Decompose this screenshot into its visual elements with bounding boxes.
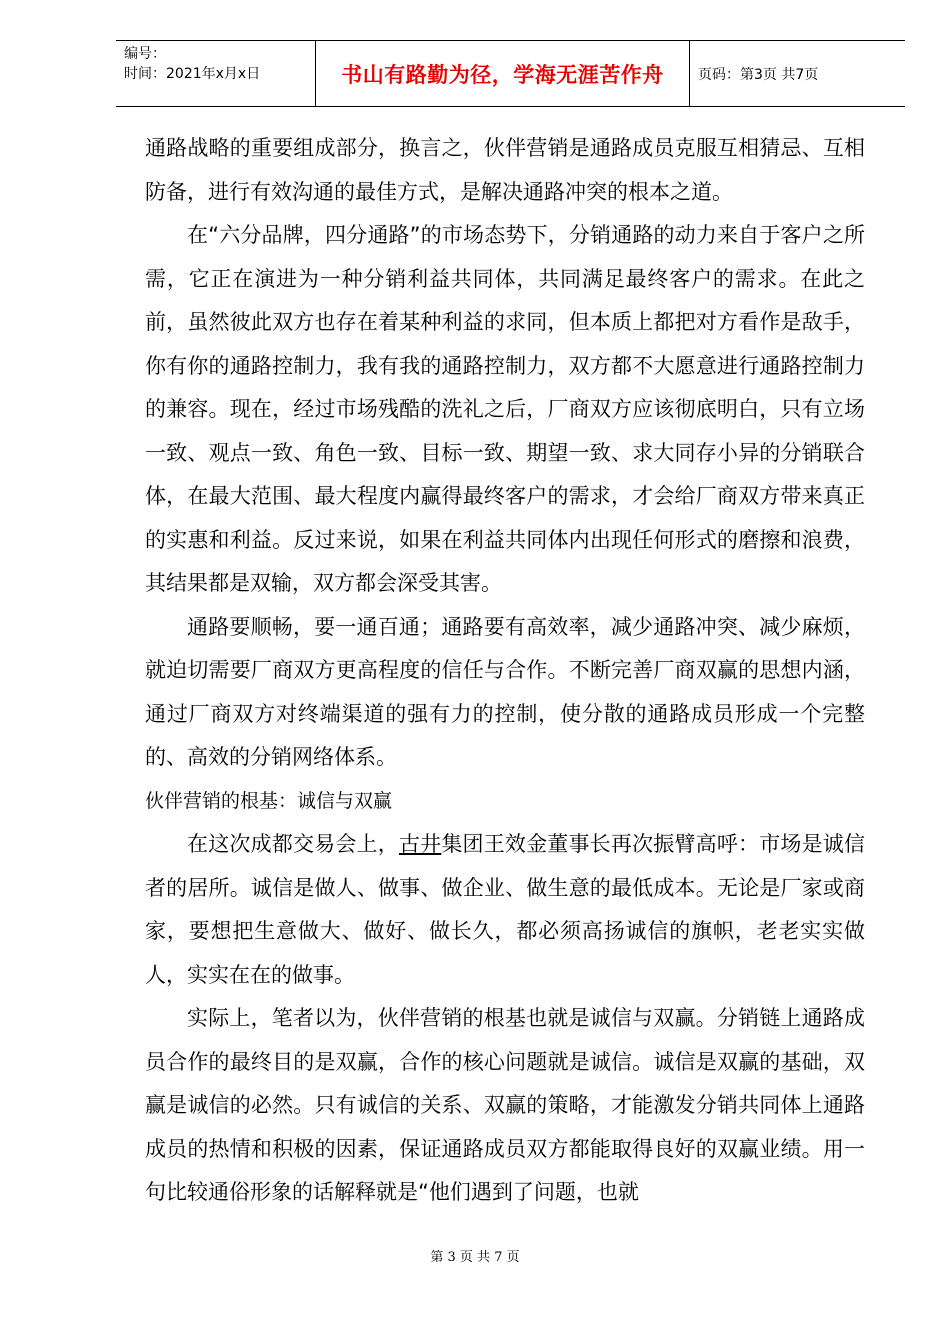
section-heading: 伙伴营销的根基：诚信与双赢 [145,789,393,812]
underlined-link[interactable]: 古井 [398,832,442,856]
code-label: 编号： [124,46,166,62]
paragraph-text: 集团王效金董事长再次振臂高呼：市场是诚信者的居所。诚信是做人、做事、做企业、做生意的最低成本。无论是厂家或商家，要想把生意做大、做好、做长久，都必须高扬诚信的旗帜，老老实实做人，实实在在的做事。 [145,832,866,987]
header-motto: 书山有路勤为径，学海无涯苦作舟 [341,62,664,87]
paragraph-text: 在这次成都交易会上， [187,832,399,856]
header-motto-cell [316,41,690,106]
time-label: 时间：2021年x月x日 [124,66,261,82]
document-body [145,127,865,1215]
header-meta-cell [116,41,316,106]
paragraph-continued: 通路战略的重要组成部分，换言之，伙伴营销是通路成员克服互相猜忌、互相防备，进行有效沟通的最佳方式，是解决通路冲突的根本之道。 [145,136,865,204]
paragraph: 实际上，笔者以为，伙伴营销的根基也就是诚信与双赢。分销链上通路成员合作的最终目的是双赢，合作的核心问题就是诚信。诚信是双赢的基础，双赢是诚信的必然。只有诚信的关系、双赢的策略，才能激发分销共同体上通路成员的热情和积极的因素，保证通路成员双方都能取得良好的双赢业绩。用一句比较通俗形象的话解释就是“他们遇到了问题，也就 [145,1006,865,1204]
page-header [116,40,905,107]
paragraph: 通路要顺畅，要一通百通；通路要有高效率，减少通路冲突、减少麻烦，就迫切需要厂商双方更高程度的信任与合作。不断完善厂商双赢的思想内涵，通过厂商双方对终端渠道的强有力的控制，使分散的通路成员形成一个完整的、高效的分销网络体系。 [145,614,865,769]
header-page-info: 页码：第3页 共7页 [698,66,819,83]
paragraph [145,823,865,997]
page-footer: 第 3 页 共 7 页 [430,1250,520,1265]
paragraph: 在“六分品牌，四分通路”的市场态势下，分销通路的动力来自于客户之所需，它正在演进为一种分销利益共同体，共同满足最终客户的需求。在此之前，虽然彼此双方也存在着某种利益的求同，但本质上都把对方看作是敌手，你有你的通路控制力，我有我的通路控制力，双方都不大愿意进行通路控制力的兼容。现在，经过市场残酷的洗礼之后，厂商双方应该彻底明白，只有立场一致、观点一致、角色一致、目标一致、期望一致、求大同存小异的分销联合体，在最大范围、最大程度内赢得最终客户的需求，才会给厂商双方带来真正的实惠和利益。反过来说，如果在利益共同体内出现任何形式的磨擦和浪费，其结果都是双输，双方都会深受其害。 [145,223,865,595]
header-page-cell [690,41,905,106]
